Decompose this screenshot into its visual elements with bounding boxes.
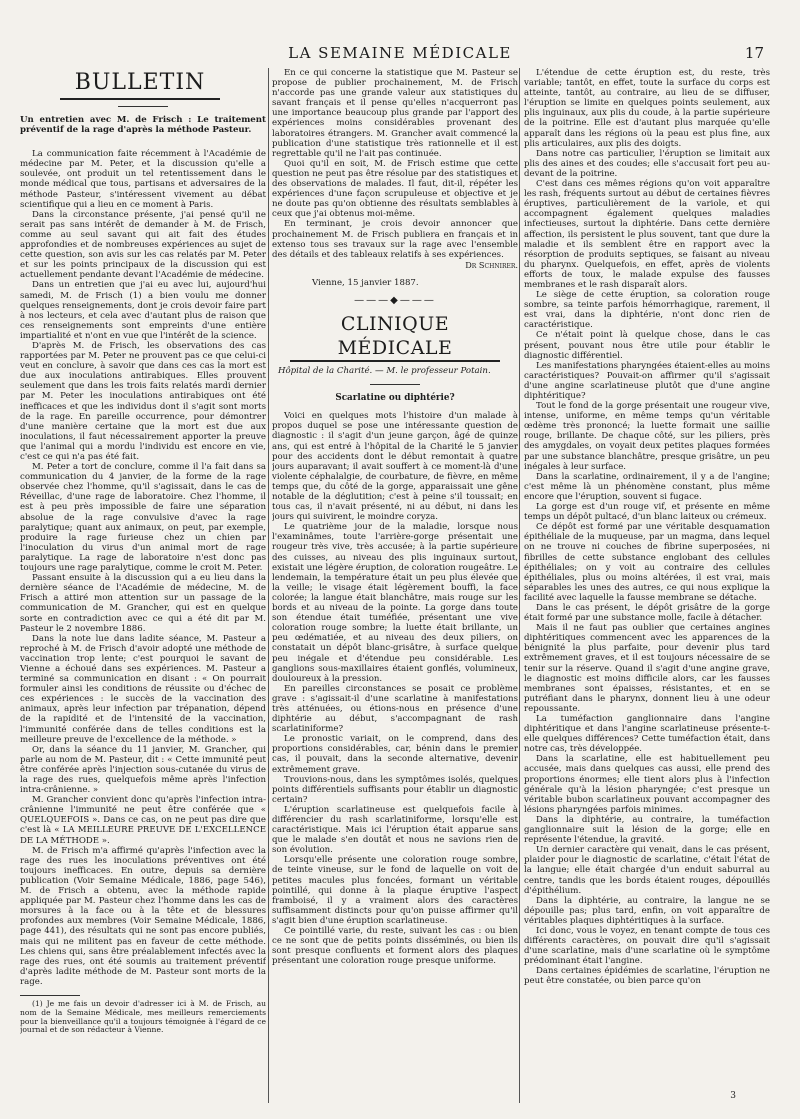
footnote: (1) Je me fais un devoir d'adresser ici à M. de Frisch, au nom de la Semaine Médicale, mes meilleurs remerciements pour la bienveillance qu'il a toujours témoignée à l'égard de ce journal et de son rédacteur à Vienne. — [20, 998, 266, 1035]
paragraph: La tuméfaction ganglionnaire dans l'angine diphtéritique et dans l'angine scarlatineuse présente-t-elle quelques différences? Cette tuméfaction était, dans notre cas, très développée. — [524, 714, 770, 755]
paragraph: En ce qui concerne la statistique que M. Pasteur se propose de publier prochainement, M. de Frisch n'accorde pas une grande valeur aux statistiques du savant français et il pense qu'elles n'acquerront pas une importance beaucoup plus grande par l'apport des expériences moins considérables provenant des laboratoires étrangers. M. Grancher avait commencé la publication d'une statistique très rationnelle et il est regrettable qu'il ne l'ait pas continuée. — [272, 68, 518, 159]
bulletin-subtitle: Un entretien avec M. de Frisch : Le traitement préventif de la rage d'après la méthode Pasteur. — [20, 115, 266, 136]
section-ornament: ———◆——— — [354, 294, 436, 306]
paragraph: Tout le fond de la gorge présentait une rougeur vive, intense, uniforme, en même temps qu'un véritable œdème très prononcé; la luette formait une saillie rouge, brillante. De chaque côté, sur les piliers, près des amygdales, on voyait deux petites plaques formées par une substance blanchâtre, presque grisâtre, un peu inégales à leur surface. — [524, 401, 770, 472]
paragraph: Dans un entretien que j'ai eu avec lui, aujourd'hui samedi, M. de Frisch (1) a bien voulu me donner quelques renseignements, dont je crois devoir faire part à nos lecteurs, et cela avec d'autant plus de raison que ces renseignements sont empreints d'une entière impartialité et n'ont en vue que l'intérêt de la science. — [20, 280, 266, 341]
bulletin-title: BULLETIN — [60, 70, 220, 100]
clinique-title: CLINIQUE MÉDICALE — [290, 312, 500, 362]
paragraph: Un dernier caractère qui venait, dans le cas présent, plaider pour le diagnostic de scarlatine, c'était l'état de la langue; elle était chargée d'un enduit saburral au centre, tandis que les bords étaient rouges, dépouillés d'épithélium. — [524, 845, 770, 896]
divider — [370, 384, 420, 385]
paragraph: Dans la diphtérie, au contraire, la tuméfaction ganglionnaire suit la lésion de la gorge; elle en représente l'étendue, la gravité. — [524, 814, 770, 846]
paragraph: Ici donc, vous le voyez, en tenant compte de tous ces différents caractères, on pouvait dire qu'il s'agissait d'une scarlatine, mais d'une scarlatine où le symptôme prédominant était l'angine. — [524, 925, 770, 967]
column-1 — [20, 68, 266, 1108]
paragraph: Dans la scarlatine, elle est habituellement peu accusée, mais dans quelques cas aussi, elle prend des proportions énormes; elle tient alors plus à l'infection générale qu'à la lésion pharyngée; c'est presque un véritable bubon scarlatineux pouvant accompagner des lésions pharyngées parfois minimes. — [524, 754, 770, 815]
column-rule — [519, 68, 520, 1103]
paragraph: Or, dans la séance du 11 janvier, M. Grancher, qui parle au nom de M. Pasteur, dit : « Cette immunité peut être conférée après l'injection sous-cutanée du virus de la rage des rues, quelquefois même après l'infection intra-crânienne. » — [20, 744, 266, 796]
paragraph: D'après M. de Frisch, les observations des cas rapportées par M. Peter ne prouvent pas ce que celui-ci veut en conclure, à savoir que dans ces cas la mort est due aux inoculations antirabiques. Elles prouvent seulement que dans les trois faits relatés mardi dernier par M. Peter les inoculations antirabiques ont été inefficaces et que les individus dont il s'agit sont morts de la rage. En pareille occurrence, pour démontrer d'une manière certaine que la mort est due aux inoculations, il faut nécessairement apporter la preuve que l'animal qui a mordu l'individu est encore en vie, c'est ce qui n'a pas été fait. — [20, 340, 266, 462]
sheet-mark: 3 — [730, 1091, 736, 1101]
signature: Dr Schnirer. — [465, 259, 518, 270]
paragraph: Dans la circonstance présente, j'ai pensé qu'il ne serait pas sans intérêt de demander à M. de Frisch, comme au seul savant qui ait fait des études approfondies et de nombreuses expériences au sujet de cette question, son avis sur les cas relatés par M. Peter et sur les points principaux de la discussion qui est actuellement pendante devant l'Académie de médecine. — [20, 209, 266, 281]
paragraph: Dans la scarlatine, ordinairement, il y a de l'angine; c'est même là un phénomène constant, plus même encore que l'éruption, souvent si fugace. — [524, 471, 770, 502]
paragraph: En pareilles circonstances se posait ce problème grave : s'agissait-il d'une scarlatine à manifestations très atténuées, ou étions-nous en présence d'une diphtérie au début, s'accompagnant de rash scarlatiniforme? — [272, 683, 518, 735]
paragraph: Mais il ne faut pas oublier que certaines angines diphtéritiques commencent avec les apparences de la bénignité la plus parfaite, pour devenir plus tard extrêmement graves, et il est toujours nécessaire de se tenir sur la réserve. Quand il s'agit d'une angine grave, le diagnostic est moins difficile alors, car les fausses membranes sont épaisses, résistantes, et en se putréfiant dans le pharynx, donnent lieu à une odeur repoussante. — [524, 623, 770, 714]
paragraph: Lorsqu'elle présente une coloration rouge sombre, de teinte vineuse, sur le fond de laquelle on voit de petites macules plus foncées, formant un véritable pointillé, qui donne à la plaque éruptive l'aspect framboisé, il y a vraiment alors des caractères suffisamment distincts pour qu'on puisse affirmer qu'il s'agit bien d'une éruption scarlatineuse. — [272, 855, 518, 926]
paragraph: Quoi qu'il en soit, M. de Frisch estime que cette question ne peut pas être résolue par des statistiques et des observations de malades. Il faut, dit-il, répéter les expériences d'une façon scrupuleuse et objective et je ne doute pas qu'on obtienne des résultats semblables à ceux que j'ai obtenus moi-même. — [272, 158, 518, 220]
paragraph: Ce n'était point là quelque chose, dans le cas présent, pouvant nous être utile pour établir le diagnostic différentiel. — [524, 330, 770, 361]
paragraph: Dans certaines épidémies de scarlatine, l'éruption ne peut être constatée, ou bien parce qu'on — [524, 966, 770, 987]
paragraph: Les manifestations pharyngées étaient-elles au moins caractéristiques? Pouvait-on affirmer qu'il s'agissait d'une angine scarlatineuse plutôt que d'une angine diphtéritique? — [524, 360, 770, 401]
paragraph: M. Peter a tort de conclure, comme il l'a fait dans sa communication du 4 janvier, de la forme de la rage observée chez l'homme, qu'il s'agissait, dans le cas de Réveillac, d'une rage de laboratoire. Chez l'homme, il est à peu près impossible de faire une séparation absolue de la rage convulsive d'avec la rage paralytique; quant aux animaux, on peut, par exemple, produire la rage furieuse chez un chien par l'inoculation du virus d'un animal mort de rage paralytique. La rage de laboratoire n'est donc pas toujours une rage paralytique, comme le croit M. Peter. — [20, 462, 266, 574]
paragraph: Dans le cas présent, le dépôt grisâtre de la gorge était formé par une substance molle, facile à détacher. — [524, 602, 770, 624]
paragraph: La communication faite récemment à l'Académie de médecine par M. Peter, et la discussion qu'elle a soulevée, ont produit un tel retentissement dans le monde médical que tous, partisans et adversaires de la méthode Pasteur, s'intéressent vivement au débat scientifique qui a lieu en ce moment à Paris. — [20, 149, 266, 210]
paragraph: L'éruption scarlatineuse est quelquefois facile à différencier du rash scarlatiniforme, lorsqu'elle est caractéristique. Mais ici l'éruption était apparue sans que le malade s'en doutât et nous ne savions rien de son évolution. — [272, 804, 518, 856]
paragraph: Le pronostic variait, on le comprend, dans des proportions considérables, car, bénin dans le premier cas, il pouvait, dans la seconde alternative, devenir extrêmement grave. — [272, 734, 518, 775]
paragraph: La gorge est d'un rouge vif, et présente en même temps un dépôt pultacé, d'un blanc laiteux ou crémeux. — [524, 502, 770, 523]
paragraph: Dans la diphtérie, au contraire, la langue ne se dépouille pas; plus tard, enfin, on voit apparaître de véritables plaques diphtéritiques à la surface. — [524, 895, 770, 926]
column-rule — [268, 68, 269, 1103]
page-header — [0, 0, 800, 62]
paragraph: L'étendue de cette éruption est, du reste, très variable; tantôt, en effet, toute la surface du corps est atteinte, tantôt, au contraire, au lieu de se diffuser, l'éruption se limite en quelques points seulement, aux plis inguinaux, aux plis du coude, à la partie supérieure de la poitrine. Elle est d'autant plus marquée qu'elle apparaît dans les régions où la peau est plus fine, aux plis articulaires, aux plis des doigts. — [524, 68, 770, 149]
hospital-line: Hôpital de la Charité. — M. le professeur Potain. — [278, 366, 491, 377]
divider — [118, 106, 168, 107]
running-title: LA SEMAINE MÉDICALE — [288, 44, 512, 62]
column-3 — [524, 68, 770, 1108]
paragraph: Ce dépôt est formé par une véritable desquamation épithéliale de la muqueuse, par un magma, dans lequel on ne trouve ni couches de fibrine superposées, ni fibrilles de cette substance englobant des cellules épithéliales; on y voit au contraire des cellules épithéliales, plus ou moins altérées, il est vrai, mais séparables les unes des autres, ce qui nous explique la facilité avec laquelle la fausse membrane se détache. — [524, 522, 770, 603]
paragraph: Dans la note lue dans ladite séance, M. Pasteur a reproché à M. de Frisch d'avoir adopté une méthode de vaccination trop lente; c'est pourquoi le savant de Vienne a échoué dans ses expériences. M. Pasteur a terminé sa communication en disant : « On pourrait formuler ainsi les conditions de réussite ou d'échec de ces expériences : le succès de la vaccination des animaux, après leur infection par trépanation, dépend de la rapidité et de l'intensité de la vaccination, l'immunité conférée dans de telles conditions est la meilleure preuve de l'excellence de la méthode. » — [20, 633, 266, 745]
paragraph: Dans notre cas particulier, l'éruption se limitait aux plis des aines et des coudes; elle s'accusait fort peu au-devant de la poitrine. — [524, 148, 770, 179]
article-title: Scarlatine ou diphtérie? — [335, 393, 455, 404]
paragraph: Le quatrième jour de la maladie, lorsque nous l'examinâmes, toute l'arrière-gorge présentait une rougeur très vive, très accusée; à la partie supérieure des cuisses, au niveau des plis inguinaux surtout, existait une légère éruption, de coloration rougeâtre. Le lendemain, la température était un peu plus élevée que la veille; le visage était légèrement bouffi, la face colorée; la langue était blanchâtre, mais rouge sur les bords et au niveau de la pointe. La gorge dans toute son étendue était tuméfiée, présentant une vive coloration rouge sombre; la luette était brillante, un peu œdématiée, et au niveau des deux piliers, on constatait un dépôt blanc-grisâtre, à surface quelque peu inégale et d'étendue peu considérable. Les ganglions sous-maxillaires étaient gonflés, volumineux, douloureux à la pression. — [272, 522, 518, 684]
paragraph: M. Grancher convient donc qu'après l'infection intra-crânienne l'immunité ne peut être conférée que « QUELQUEFOIS ». Dans ce cas, on ne peut pas dire que c'est là « LA MEILLEURE PREUVE DE L'EXCELLENCE DE LA MÉTHODE ». — [20, 795, 266, 846]
paragraph: En terminant, je crois devoir annoncer que prochainement M. de Frisch publiera en français et in extenso tous ses travaux sur la rage avec l'ensemble des détails et des tableaux relatifs à ses expériences. — [272, 219, 518, 260]
place-date: Vienne, 15 janvier 1887. — [312, 277, 419, 288]
paragraph: Ce pointillé varie, du reste, suivant les cas : ou bien ce ne sont que de petits points disséminés, ou bien ils sont presque confluents et forment alors des plaques présentant une coloration rouge presque uniforme. — [272, 926, 518, 967]
paragraph: C'est dans ces mêmes régions qu'on voit apparaître les rash, fréquents surtout au début de certaines fièvres éruptives, particulièrement de la variole, et qui accompagnent également quelques maladies infectieuses, surtout la diphtérie. Dans cette dernière affection, ils persistent le plus souvent, tant que dure la maladie et ils semblent être en rapport avec la résorption de produits septiques, se faisant au niveau du pharynx. Quelquefois, en effet, après de violents efforts de toux, le malade expulse des fausses membranes et le rash disparaît alors. — [524, 179, 770, 290]
page-number: 17 — [744, 44, 764, 62]
paragraph: M. de Frisch m'a affirmé qu'après l'infection avec la rage des rues les inoculations préventives ont été toujours inefficaces. En outre, depuis sa dernière publication (Voir Semaine Médicale, 1886, page 546), M. de Frisch a obtenu, avec la méthode rapide appliquée par M. Pasteur chez l'homme dans les cas de morsures à la face ou à la tête et de blessures profondes aux membres (Voir Semaine Médicale, 1886, page 441), des résultats qui ne sont pas encore publiés, mais qui ne militent pas en faveur de cette méthode. Les chiens qui, sans être préalablement infectés avec la rage des rues, ont été soumis au traitement préventif d'après ladite méthode de M. Pasteur sont morts de la rage. — [20, 845, 266, 987]
column-2 — [272, 68, 518, 1108]
paragraph: Voici en quelques mots l'histoire d'un malade à propos duquel se pose une intéressante question de diagnostic : il s'agit d'un jeune garçon, âgé de quinze ans, qui est entré à l'hôpital de la Charité le 5 janvier pour des accidents dont le début remontait à quatre jours auparavant; il avait souffert à ce moment-là d'une violente céphalalgie, de courbature, de fièvre, en même temps que, du côté de la gorge, apparaissait une gêne notable de la déglutition; c'est à peine s'il toussait; en tous cas, il n'avait présenté, ni au début, ni dans les jours qui suivirent, le moindre coryza. — [272, 411, 518, 523]
paragraph: Passant ensuite à la discussion qui a eu lieu dans la dernière séance de l'Académie de médecine, M. de Frisch a attiré mon attention sur un passage de la communication de M. Grancher, qui est en quelque sorte en contradiction avec ce qui a été dit par M. Pasteur le 2 novembre 1886. — [20, 573, 266, 634]
footnote-divider — [20, 995, 80, 996]
paragraph: Trouvions-nous, dans les symptômes isolés, quelques points différentiels suffisants pour établir un diagnostic certain? — [272, 774, 518, 805]
paragraph: Le siège de cette éruption, sa coloration rouge sombre, sa teinte parfois hémorrhagique, rarement, il est vrai, dans la diphtérie, n'ont donc rien de caractéristique. — [524, 290, 770, 331]
